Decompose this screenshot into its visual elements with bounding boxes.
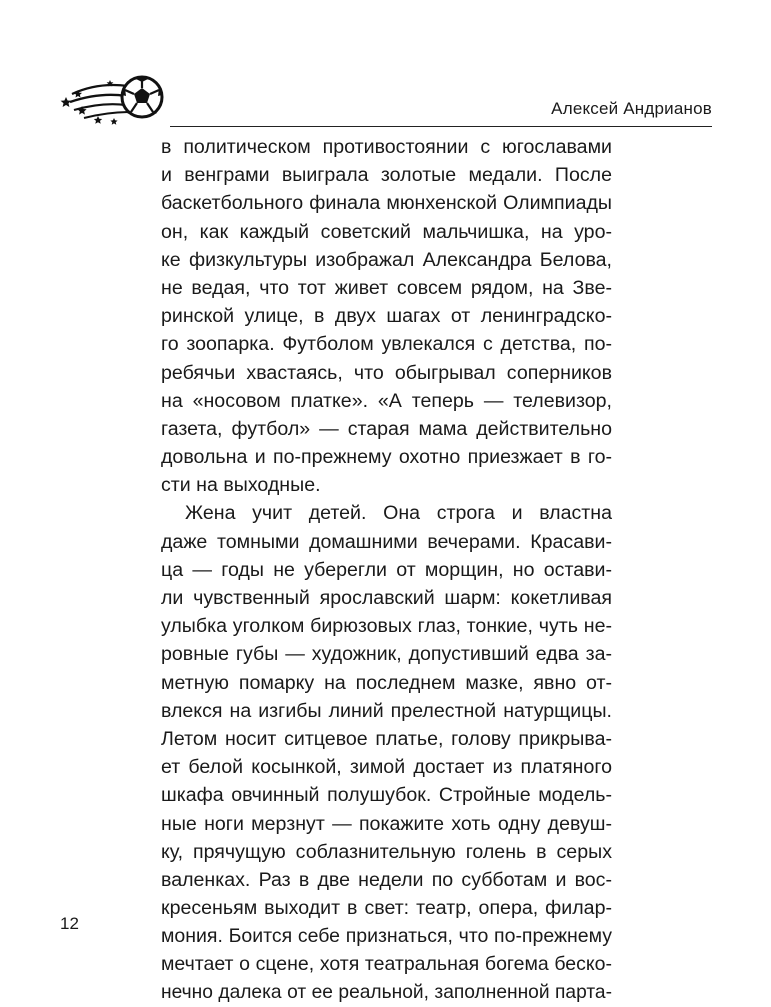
text-line: влекся на изгибы линий прелестной натурщицы. (161, 699, 612, 722)
text-line: на «носовом платке». «А теперь — телевизор, (161, 389, 612, 412)
paragraph-start-line: Жена учит детей. Она строга и властна (185, 502, 612, 525)
text-line: в политическом противостоянии с югославами (161, 136, 612, 158)
text-line: ровные губы — художник, допустивший едва за- (161, 643, 612, 666)
text-line: ринской улице, в двух шагах от ленинградско- (161, 305, 612, 328)
text-line: метную помарку на последнем мазке, явно от- (161, 671, 612, 694)
text-line: ные ноги мерзнут — покажите хоть одну девуш- (161, 812, 612, 835)
text-line: ребячьи хвастаясь, что обыгрывал соперников (161, 361, 612, 384)
text-line: кресеньям выходит в свет: театр, опера, филар- (161, 897, 612, 920)
text-line: и венграми выиграла золотые медали. После (161, 164, 612, 187)
page-number: 12 (60, 914, 79, 933)
text-line: нечно далека от ее реальной, заполненной парта- (161, 981, 612, 1003)
soccer-ball-shooting-stars-icon (58, 72, 166, 128)
text-line: ца — годы не уберегли от морщин, но остави- (161, 558, 612, 581)
text-line: валенках. Раз в две недели по субботам и вос- (161, 868, 612, 891)
text-line: он, как каждый советский мальчишка, на уро- (161, 220, 612, 243)
text-line: го зоопарка. Футболом увлекался с детства, по- (161, 333, 612, 356)
header-rule (170, 126, 712, 127)
text-line: даже томными домашними вечерами. Красави- (161, 530, 612, 553)
text-line: не ведая, что тот живет совсем рядом, на Зве- (161, 276, 612, 299)
text-line: мония. Боится себе признаться, что по-прежнему (161, 925, 612, 948)
text-line: газета, футбол» — старая мама действительно (161, 417, 612, 440)
text-line: ке физкультуры изображал Александра Белова, (161, 248, 612, 271)
text-line: улыбка уголком бирюзовых глаз, тонкие, чуть не- (161, 615, 612, 638)
text-line: ку, прячущую соблазнительную голень в серых (161, 840, 612, 863)
text-line: ет белой косынкой, зимой достает из платяного (161, 756, 612, 779)
body-text (161, 133, 612, 1007)
paragraph-end-line: сти на выходные. (161, 474, 321, 497)
running-head-author: Алексей Андрианов (551, 99, 712, 118)
text-line: довольна и по-прежнему охотно приезжает в го- (161, 446, 612, 469)
text-line: баскетбольного финала мюнхенской Олимпиады (161, 192, 612, 215)
text-line: Летом носит ситцевое платье, голову прикрыва- (161, 727, 612, 750)
text-line: ли чувственный ярославский шарм: кокетливая (161, 587, 612, 609)
text-line: шкафа овчинный полушубок. Стройные модель- (161, 784, 612, 807)
text-line: мечтает о сцене, хотя театральная богема беско- (161, 953, 612, 976)
